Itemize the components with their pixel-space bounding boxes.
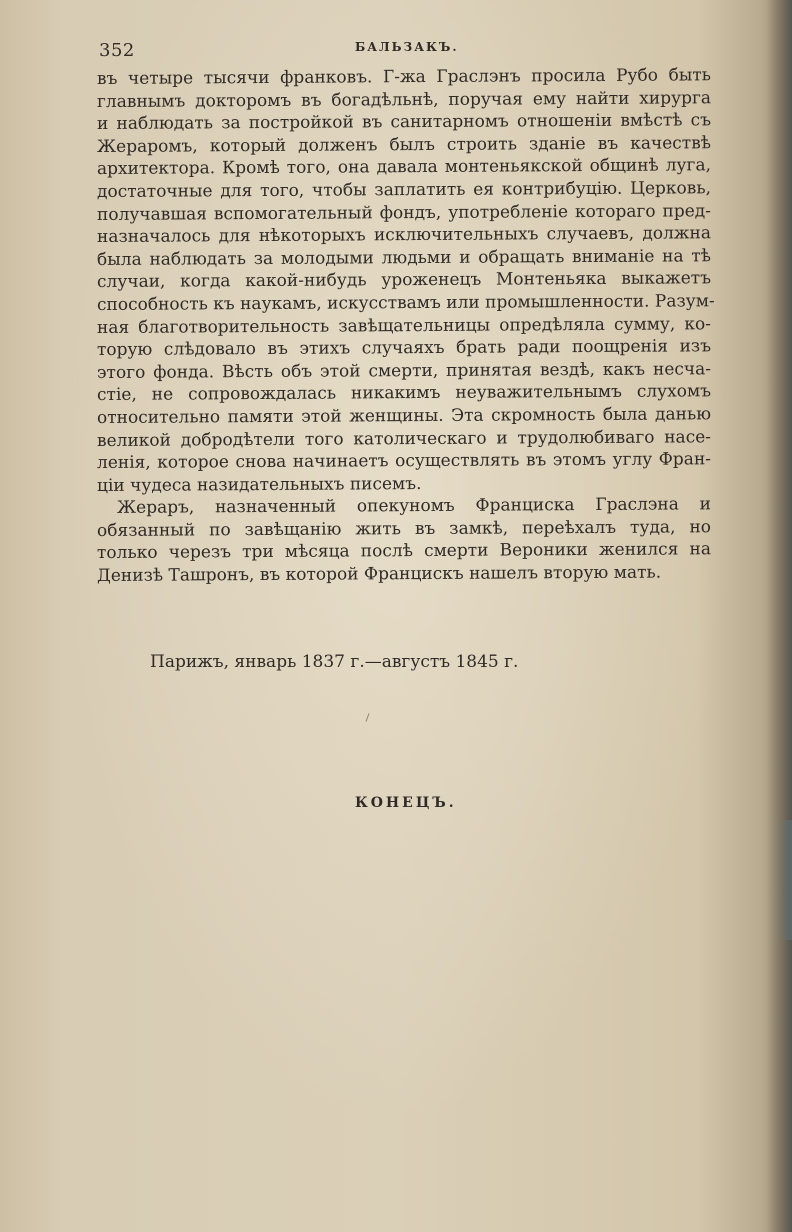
text-line: этого фонда. Вѣсть объ этой смерти, принятая вездѣ, какъ несча- [96, 358, 712, 383]
text-line: стіе, не сопровождалась никакимъ неуважительнымъ слухомъ [96, 381, 712, 406]
text-line: ленія, которое снова начинаетъ осуществлять въ этомъ углу Фран- [96, 449, 712, 474]
text-line: и наблюдать за постройкой въ санитарномъ отношеніи вмѣстѣ съ [96, 110, 712, 135]
dateline: Парижъ, январь 1837 г.—августъ 1845 г. [150, 652, 519, 672]
text-line: получавшая вспомогательный фондъ, употребленіе котораго пред- [96, 200, 712, 225]
text-line: ціи чудеса назидательныхъ писемъ. [96, 473, 422, 496]
text-line: въ четыре тысячи франковъ. Г-жа Граслэнъ просила Рубо быть [96, 65, 712, 89]
finis-heading: КОНЕЦЪ. [355, 795, 457, 811]
text-line: только черезъ три мѣсяца послѣ смерти Вероники женился на [96, 539, 712, 564]
text-line: случаи, когда какой-нибудь уроженецъ Монтеньяка выкажетъ [96, 268, 712, 293]
text-line: относительно памяти этой женщины. Эта скромность была данью [96, 404, 712, 428]
text-line: была наблюдать за молодыми людьми и обращать вниманіе на тѣ [96, 245, 712, 270]
text-line: Денизѣ Ташронъ, въ которой Францискъ нашелъ вторую мать. [96, 562, 662, 587]
text-line: ная благотворительность завѣщательницы опредѣляла сумму, ко- [96, 313, 712, 338]
text-line: торую слѣдовало въ этихъ случаяхъ брать ради поощренія изъ [96, 336, 712, 361]
page-number: 352 [99, 40, 135, 61]
text-line: архитектора. Кромѣ того, она давала монтеньякской общинѣ луга, [96, 155, 712, 180]
page-edge-shadow [766, 0, 792, 1232]
page-edge-tint [778, 820, 792, 940]
text-line: способность къ наукамъ, искусствамъ или промышленности. Разум- [96, 291, 715, 315]
text-line: обязанный по завѣщанію жить въ замкѣ, переѣхалъ туда, но [96, 517, 712, 541]
text-line: великой добродѣтели того католическаго и трудолюбиваго насе- [96, 426, 712, 451]
text-line: главнымъ докторомъ въ богадѣльнѣ, поручая ему найти хирурга [96, 87, 712, 112]
text-line: достаточные для того, чтобы заплатить ея контрибуцію. Церковь, [96, 178, 712, 202]
paragraph-2 [96, 494, 712, 587]
text-line: назначалось для нѣкоторыхъ исключительныхъ случаевъ, должна [96, 223, 712, 248]
running-head: БАЛЬЗАКЪ. [355, 40, 459, 54]
text-line: Жераромъ, который долженъ былъ строить зданіе въ качествѣ [96, 133, 712, 157]
text-line: Жераръ, назначенный опекуномъ Франциска Граслэна и [116, 494, 712, 519]
body-text [96, 65, 715, 588]
ink-mark [365, 713, 369, 722]
paragraph-1 [96, 65, 715, 497]
